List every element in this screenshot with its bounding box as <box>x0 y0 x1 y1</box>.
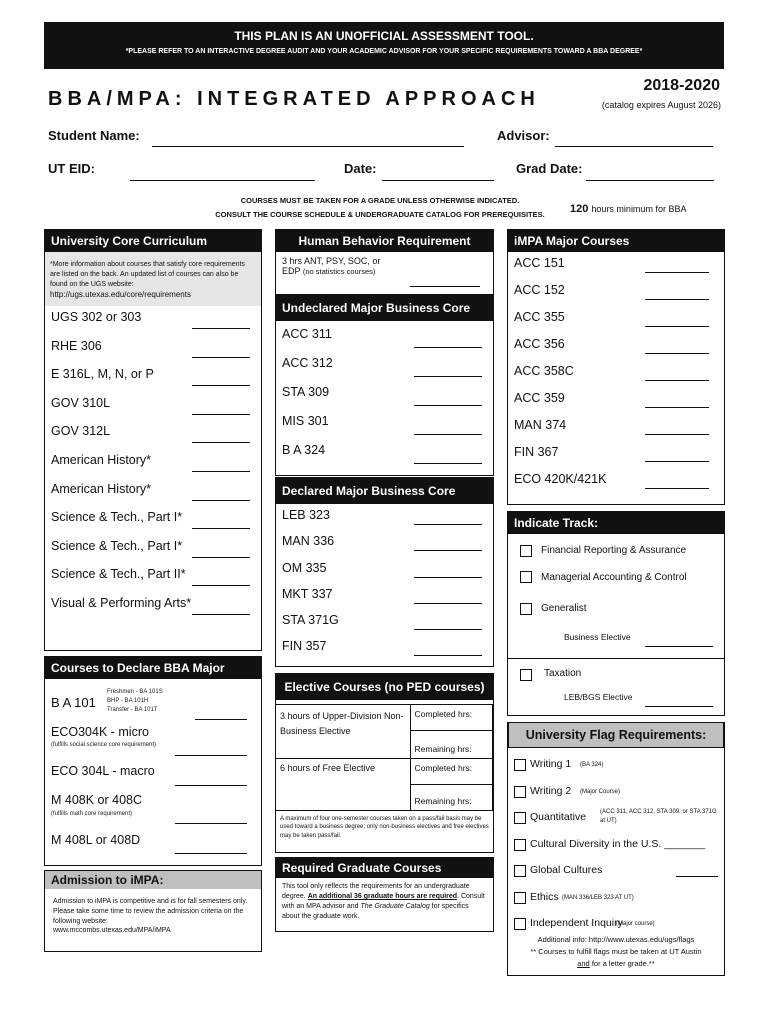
flag-label: Ethics <box>530 890 559 903</box>
admission-header: Admission to iMPA: <box>45 871 261 889</box>
impa-course-label: ACC 356 <box>514 337 565 351</box>
impa-course-label: ACC 358C <box>514 364 574 378</box>
free-completed[interactable]: Completed hrs: <box>410 759 493 785</box>
undeclared-course-line[interactable] <box>414 376 482 377</box>
graduate-t2: An additional 36 graduate hours are required <box>307 893 458 901</box>
human-behavior-panel <box>275 229 494 301</box>
declared-course-label: FIN 357 <box>282 639 327 654</box>
declared-header: Declared Major Business Core <box>276 478 493 504</box>
track-checkbox-generalist[interactable] <box>520 603 532 615</box>
hours-number: 120 <box>570 203 589 215</box>
flag-note: (ACC 311, ACC 312, STA 309, or STA 371G at UT) <box>600 809 717 824</box>
flag-checkbox[interactable] <box>514 892 526 904</box>
core-course-row <box>45 478 261 507</box>
undeclared-course-line[interactable] <box>414 347 482 348</box>
core-course-label: American History* <box>51 481 152 496</box>
declared-course-line[interactable] <box>414 603 482 604</box>
track-generalist-label: Generalist <box>541 603 587 614</box>
flag-label: Cultural Diversity in the U.S. _______ <box>530 837 706 850</box>
elective-header: Elective Courses (no PED courses) <box>276 674 493 700</box>
flag-row <box>508 779 724 806</box>
declared-course-line[interactable] <box>414 577 482 578</box>
impa-course-line[interactable] <box>645 488 709 489</box>
track-checkbox-taxation[interactable] <box>520 669 532 681</box>
core-course-row <box>45 363 261 392</box>
core-course-label: RHE 306 <box>51 338 102 353</box>
human-line[interactable] <box>410 286 480 287</box>
catalog-year: 2018-2020 <box>643 77 720 94</box>
flag-label: Writing 1 <box>530 758 572 770</box>
core-course-line[interactable] <box>192 614 250 615</box>
flag-checkbox[interactable] <box>514 839 526 851</box>
undeclared-course-row <box>276 437 493 466</box>
ba101-note-bhp: BHP - BA 101H <box>107 698 149 704</box>
impa-course-label: ECO 420K/421K <box>514 472 607 486</box>
core-course-label: Science & Tech., Part II* <box>51 567 186 582</box>
undeclared-course-label: MIS 301 <box>282 414 329 428</box>
admission-url[interactable]: www.mccombs.utexas.edu/MPA/iMPA <box>53 927 171 935</box>
undeclared-header: Undeclared Major Business Core <box>276 295 493 321</box>
eco304k-note: (fulfills social science core requirement) <box>51 742 157 748</box>
declared-course-row <box>276 609 493 635</box>
uteid-label: UT EID: <box>48 161 95 176</box>
upper-division-cell: 3 hours of Upper-Division Non-Business Elective <box>276 705 410 759</box>
ba101-label: B A 101 <box>51 695 96 710</box>
impa-course-row <box>508 252 724 279</box>
core-course-line[interactable] <box>192 357 250 358</box>
declared-course-row <box>276 583 493 609</box>
core-url[interactable]: http://ugs.utexas.edu/core/requirements <box>50 290 191 300</box>
flag-checkbox[interactable] <box>514 759 526 771</box>
flags-info <box>508 934 724 970</box>
impa-course-label: FIN 367 <box>514 445 559 459</box>
declared-course-line[interactable] <box>414 629 482 630</box>
ba101-note-freshmen: Freshmen - BA 101S <box>107 689 163 695</box>
undeclared-course-row <box>276 321 493 350</box>
declared-course-label: STA 371G <box>282 613 339 628</box>
upper-completed[interactable]: Completed hrs: <box>410 705 493 731</box>
eco304k-line[interactable] <box>175 755 247 756</box>
flags-header: University Flag Requirements: <box>508 722 724 748</box>
core-panel <box>44 229 262 651</box>
impa-header: iMPA Major Courses <box>508 230 724 252</box>
flag-row <box>508 885 724 912</box>
flags-info2: ** Courses to fulfill flags must be taken at UT Austin <box>530 947 702 956</box>
flag-global-line[interactable] <box>676 876 718 877</box>
m408l-line[interactable] <box>175 853 247 854</box>
catalog-expire: (catalog expires August 2026) <box>601 100 721 110</box>
core-course-row <box>45 306 261 335</box>
core-info-box <box>45 252 261 306</box>
impa-course-line[interactable] <box>645 434 709 435</box>
advisor-field[interactable] <box>555 146 713 147</box>
declared-course-label: LEB 323 <box>282 508 330 522</box>
grad-date-label: Grad Date: <box>516 161 583 176</box>
student-name-label: Student Name: <box>48 128 140 143</box>
declared-course-label: MKT 337 <box>282 586 333 601</box>
impa-course-row <box>508 414 724 441</box>
declared-course-label: MAN 336 <box>282 534 335 549</box>
core-course-row <box>45 420 261 449</box>
flag-checkbox[interactable] <box>514 812 526 824</box>
flag-note: (MAN 336/LEB 323 AT UT) <box>562 894 634 901</box>
core-course-label: Science & Tech., Part I* <box>51 538 183 553</box>
impa-list <box>508 252 724 495</box>
undeclared-course-label: STA 309 <box>282 385 330 399</box>
flag-label: Global Cultures <box>530 864 603 876</box>
impa-course-line[interactable] <box>645 461 709 462</box>
flag-row <box>508 805 724 832</box>
graduate-panel <box>275 857 494 932</box>
elective-table <box>276 704 493 811</box>
leb-elective-line[interactable] <box>645 706 713 707</box>
flag-label: Quantitative <box>530 811 587 823</box>
eco304k-label: ECO304K - micro <box>51 725 149 739</box>
flag-note: (BA 324) <box>580 762 604 768</box>
core-course-line[interactable] <box>192 385 250 386</box>
track-financial-label: Financial Reporting & Assurance <box>541 545 687 556</box>
track-checkbox-financial[interactable] <box>520 545 532 557</box>
banner-line2: *PLEASE REFER TO AN INTERACTIVE DEGREE AUDIT AND YOUR ACADEMIC ADVISOR FOR YOUR SPECIFIC REQUIREMENTS TOWARD A BBA DEGREE* <box>125 48 643 55</box>
declared-course-row <box>276 530 493 556</box>
human-text2: EDP <box>282 266 301 276</box>
impa-course-row <box>508 306 724 333</box>
declared-course-row <box>276 504 493 530</box>
core-course-label: GOV 310L <box>51 395 111 410</box>
core-course-label: GOV 312L <box>51 424 111 439</box>
human-text2-row <box>276 266 493 276</box>
impa-course-row <box>508 468 724 495</box>
business-elective-line[interactable] <box>645 646 713 647</box>
prereq-note: CONSULT THE COURSE SCHEDULE & UNDERGRADUATE CATALOG FOR PREREQUISITES. <box>215 210 545 219</box>
core-course-row <box>45 335 261 364</box>
declared-course-row <box>276 557 493 583</box>
impa-course-label: ACC 355 <box>514 310 565 324</box>
core-course-row <box>45 392 261 421</box>
core-course-line[interactable] <box>192 528 250 529</box>
core-header: University Core Curriculum <box>45 230 261 252</box>
impa-course-line[interactable] <box>645 380 709 381</box>
declared-panel <box>275 477 494 667</box>
declare-header: Courses to Declare BBA Major <box>45 657 261 679</box>
graduate-t1: This tool only reflects the requirements for an undergraduate degree. <box>282 883 470 901</box>
track-header: Indicate Track: <box>508 512 724 534</box>
declared-course-line[interactable] <box>414 655 482 656</box>
flag-row <box>508 858 724 885</box>
impa-course-label: MAN 374 <box>514 418 567 432</box>
undeclared-course-line[interactable] <box>414 434 482 435</box>
leb-elective-label: LEB/BGS Elective <box>564 692 633 702</box>
core-course-label: Visual & Performing Arts* <box>51 595 192 610</box>
hours-minimum <box>570 203 686 215</box>
impa-course-row <box>508 441 724 468</box>
track-panel <box>507 511 725 716</box>
core-course-label: American History* <box>51 452 152 467</box>
undeclared-panel <box>275 294 494 476</box>
graduate-text <box>276 878 493 927</box>
core-course-label: E 316L, M, N, or P <box>51 367 154 382</box>
human-note: (no statistics courses) <box>302 267 376 276</box>
grade-note: COURSES MUST BE TAKEN FOR A GRADE UNLESS OTHERWISE INDICATED. <box>240 196 520 205</box>
declared-list <box>276 504 493 662</box>
track-managerial-label: Managerial Accounting & Control <box>541 572 687 583</box>
core-course-line[interactable] <box>192 442 250 443</box>
flags-info3b: for a letter grade.** <box>589 959 655 968</box>
track-divider <box>508 658 724 659</box>
core-course-row <box>45 449 261 478</box>
impa-course-line[interactable] <box>645 407 709 408</box>
banner-line1: THIS PLAN IS AN UNOFFICIAL ASSESSMENT TOOL. <box>234 29 534 43</box>
impa-panel <box>507 229 725 505</box>
free-remaining[interactable]: Remaining hrs: <box>410 785 493 811</box>
advisor-label: Advisor: <box>497 128 550 143</box>
core-course-row <box>45 592 261 621</box>
impa-course-label: ACC 151 <box>514 256 565 270</box>
core-info-text: *More information about courses that satisfy core requirements are listed on the back. An updated list of courses can also be found on the UGS website: <box>50 261 245 288</box>
track-taxation-label: Taxation <box>544 668 582 679</box>
undeclared-course-label: ACC 311 <box>282 327 332 341</box>
impa-course-label: ACC 359 <box>514 391 565 405</box>
human-header: Human Behavior Requirement <box>276 230 493 252</box>
free-elective-cell: 6 hours of Free Elective <box>276 759 410 811</box>
flags-info-url[interactable]: Additional info: http://www.utexas.edu/ugs/flags <box>537 935 695 944</box>
flag-checkbox[interactable] <box>514 865 526 877</box>
undeclared-course-line[interactable] <box>414 405 482 406</box>
graduate-t3: . Consult with an MPA advisor and <box>282 893 485 911</box>
admission-panel <box>44 870 262 952</box>
declared-course-row <box>276 635 493 661</box>
impa-course-label: ACC 152 <box>514 283 565 297</box>
business-elective-label: Business Elective <box>564 632 631 642</box>
core-course-row <box>45 563 261 592</box>
undeclared-course-row <box>276 379 493 408</box>
flag-label: Independent Inquiry <box>530 917 623 929</box>
declared-course-line[interactable] <box>414 550 482 551</box>
track-checkbox-managerial[interactable] <box>520 571 532 583</box>
flag-label: Writing 2 <box>530 784 572 797</box>
ba101-notes <box>107 688 163 715</box>
core-course-line[interactable] <box>192 328 250 329</box>
undeclared-course-row <box>276 408 493 437</box>
undeclared-course-row <box>276 350 493 379</box>
core-course-label: UGS 302 or 303 <box>51 310 142 324</box>
core-course-line[interactable] <box>192 585 250 586</box>
impa-course-line[interactable] <box>645 326 709 327</box>
core-course-line[interactable] <box>192 557 250 558</box>
impa-course-row <box>508 360 724 387</box>
flag-row <box>508 752 724 779</box>
upper-remaining[interactable]: Remaining hrs: <box>410 731 493 759</box>
page-title: BBA/MPA: INTEGRATED APPROACH <box>48 88 540 110</box>
ba101-note-transfer: Transfer - BA 101T <box>107 707 158 713</box>
declared-course-label: OM 335 <box>282 560 327 575</box>
impa-course-row <box>508 333 724 360</box>
grad-date-field[interactable] <box>586 180 714 181</box>
m408k-note: (fulfills math core requirement) <box>51 811 133 817</box>
flag-checkbox[interactable] <box>514 786 526 798</box>
impa-course-line[interactable] <box>645 353 709 354</box>
core-list <box>45 306 261 621</box>
flags-list <box>508 748 724 938</box>
undeclared-course-line[interactable] <box>414 463 482 464</box>
flags-info3a: and <box>577 959 590 968</box>
m408k-line[interactable] <box>175 823 247 824</box>
core-course-line[interactable] <box>192 500 250 501</box>
disclaimer-banner <box>44 22 724 69</box>
core-course-row <box>45 506 261 535</box>
date-label: Date: <box>344 161 377 176</box>
eco304l-line[interactable] <box>175 785 247 786</box>
declared-course-line[interactable] <box>414 524 482 525</box>
declare-panel <box>44 656 262 866</box>
elective-panel <box>275 673 494 853</box>
impa-course-row <box>508 279 724 306</box>
date-field[interactable] <box>382 180 494 181</box>
eco304l-label: ECO 304L - macro <box>51 764 155 778</box>
m408l-label: M 408L or 408D <box>51 833 141 847</box>
core-course-line[interactable] <box>192 471 250 472</box>
student-name-field[interactable] <box>152 146 464 147</box>
passfail-note: A maximum of four one-semester courses taken on a pass/fail basis may be used toward a business degree; only non-business electives and free electives may be taken pass/fail. <box>280 816 489 839</box>
human-text: 3 hrs ANT, PSY, SOC, or <box>282 256 381 266</box>
flags-info3 <box>508 958 724 970</box>
ba101-line[interactable] <box>195 719 247 720</box>
undeclared-list <box>276 321 493 466</box>
core-course-line[interactable] <box>192 414 250 415</box>
undeclared-course-label: ACC 312 <box>282 356 333 370</box>
impa-course-line[interactable] <box>645 299 709 300</box>
flag-note: (Major course) <box>616 921 655 927</box>
impa-course-line[interactable] <box>645 272 709 273</box>
flag-row <box>508 832 724 859</box>
impa-course-row <box>508 387 724 414</box>
hours-text: hours minimum for BBA <box>591 204 687 214</box>
graduate-header: Required Graduate Courses <box>276 858 493 878</box>
core-course-row <box>45 535 261 564</box>
flag-note: (Major Course) <box>580 788 621 795</box>
core-course-label: Science & Tech., Part I* <box>51 510 183 525</box>
graduate-t5: for specifics about the graduate work. <box>282 903 469 921</box>
flags-panel <box>507 722 725 976</box>
m408k-label: M 408K or 408C <box>51 793 143 807</box>
uteid-field[interactable] <box>130 180 315 181</box>
admission-text: Admission to iMPA is competitive and is for fall semesters only. Please take some time to review the admission criteria on the following website: <box>53 898 248 926</box>
graduate-t4: The Graduate Catalog <box>360 903 430 911</box>
flag-checkbox[interactable] <box>514 918 526 930</box>
undeclared-course-label: B A 324 <box>282 443 326 457</box>
